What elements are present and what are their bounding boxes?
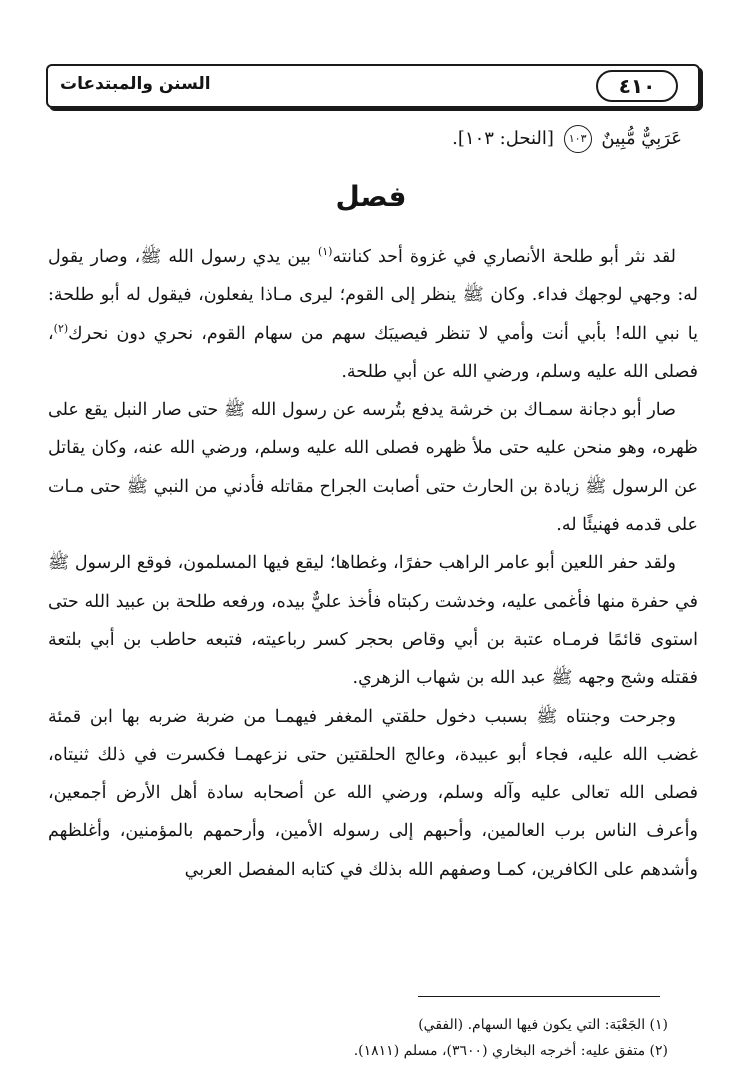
footnotes <box>200 1012 668 1064</box>
footnote-reference: (١) <box>317 245 333 259</box>
page-header <box>46 64 700 108</box>
footnote-divider <box>418 996 660 997</box>
paragraph-text: لقد نثر أبو طلحة الأنصاري في غزوة أحد كنانته <box>332 247 677 267</box>
section-title: فصل <box>335 180 407 213</box>
page-number: ٤١٠ <box>596 70 678 102</box>
footnote: (١) الجَعْبَة: التي يكون فيها السهام. (الفقي) <box>418 1017 668 1033</box>
footnote: (٢) متفق عليه: أخرجه البخاري (٣٦٠٠)، مسلم (١٨١١). <box>353 1043 668 1059</box>
paragraph: ولقد حفر اللعين أبو عامر الراهب حفرًا، وغطاها؛ ليقع فيها المسلمون، فوقع الرسول ﷺ في حفرة منها فأغمى عليه، وخدشت ركبتاه فأخذ عليٌّ بيده، ورفعه طلحة بن عبيد الله حتى استوى قائمًا فرمـاه عتبة بن أبي وقاص بحجر كسر رباعيته، فتبعه حاطب بن أبي بلتعة فقتله وشج وجهه ﷺ عبد الله بن شهاب الزهري. <box>48 553 698 689</box>
verse-ending <box>282 124 682 154</box>
ayah-number-mark: ١٠٣ <box>564 125 592 153</box>
paragraph-text: ، فصلى الله عليه وسلم، ورضي الله عن أبي طلحة. <box>48 323 698 382</box>
body-text <box>48 238 698 889</box>
paragraph: صار أبو دجانة سمـاك بن خرشة يدفع بتُرسه عن رسول الله ﷺ حتى صار النبل يقع على ظهره، وهو منحن عليه حتى ملأ ظهره فصلى الله عليه وسلم، ورضي الله عنه، وكان يقاتل عن الرسول ﷺ زيادة بن الحارث حتى أصابت الجراح مقاتله فأدني من النبي ﷺ حتى مـات على قدمه فهنيئًا له. <box>48 400 698 536</box>
verse-text: عَرَبِيٌّ مُّبِينٌ <box>601 128 682 149</box>
paragraph: وجرحت وجنتاه ﷺ بسبب دخول حلقتي المغفر فيهمـا من ضربة ضربه بها ابن قمئة غضب الله عليه، فجاء أبو عبيدة، وعالج الحلقتين حتى نزعهمـا فكسرت في ذلك ثنيتاه، فصلى الله تعالى عليه وآله وسلم، ورضي الله عن أصحابه سادة أهل الأرض أجمعين، وأعرف الناس برب العالمين، وأحبهم إلى رسوله الأمين، وأرحمهم بالمؤمنين، وأغلظهم وأشدهم على الكافرين، كمـا وصفهم الله بذلك في كتابه المفصل العربي <box>48 706 698 880</box>
paragraph <box>48 238 698 391</box>
footnote-reference: (٢) <box>53 321 69 335</box>
book-title: السنن والمبتدعات <box>60 74 211 94</box>
paragraph-text: بين يدي رسول الله ﷺ، وصار يقول له: وجهي لوجهك فداء. وكان ﷺ ينظر إلى القوم؛ ليرى مـاذا يفعلون، فيقول له أبو طلحة: يا نبي الله! بأبي أنت وأمي لا تنظر فيصيبَك سهم من سهام القوم، نحري دون نحرك <box>48 247 698 344</box>
verse-reference: [النحل: ١٠٣]. <box>452 128 554 149</box>
